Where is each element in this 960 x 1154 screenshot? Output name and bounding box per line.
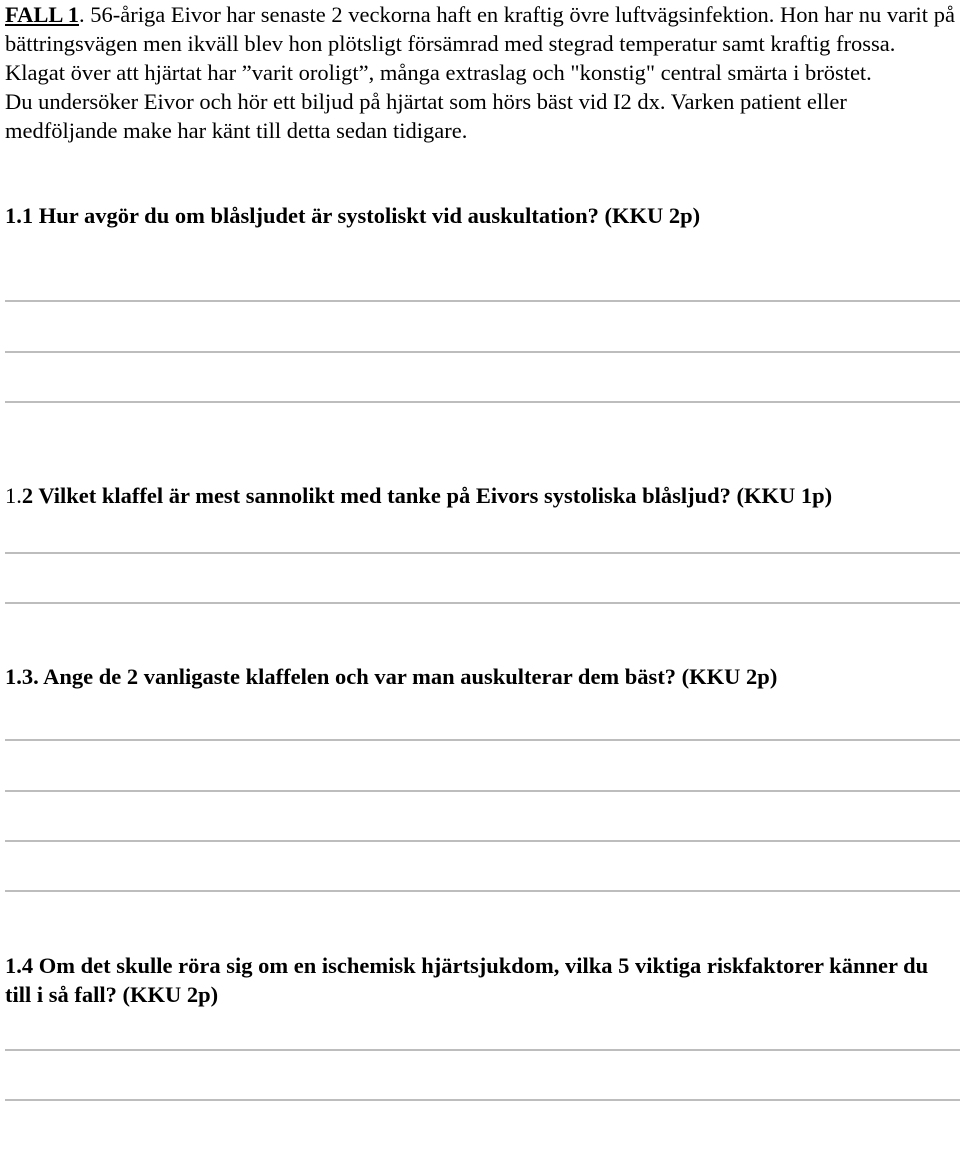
question-1-4 [5,951,957,1009]
answer-line[interactable] [5,840,960,842]
question-1-3 [5,662,957,691]
question-number-suffix: 2 [21,483,34,508]
answer-line[interactable] [5,401,960,403]
case-paragraph-1-text: 56-åriga Eivor har senaste 2 veckorna haft en kraftig övre luftvägsinfektion. Hon har nu varit på bättringsvägen men ikväll blev hon plötsligt försämrad med stegrad temperatur samt kraftig frossa. Klagat över att hjärtat har ”varit oroligt”, många extraslag och "konstig" central smärta i bröstet. [5,2,955,85]
question-number: 1.1 [5,203,34,228]
answer-line[interactable] [5,602,960,604]
question-text: Ange de 2 vanligaste klaffelen och var man auskulterar dem bäst? (KKU 2p) [38,664,778,689]
case-paragraph-2: Du undersöker Eivor och hör ett biljud på hjärtat som hörs bäst vid I2 dx. Varken patient eller medföljande make har känt till detta sedan tidigare. [5,89,847,143]
answer-line[interactable] [5,790,960,792]
question-number-prefix: 1. [5,483,22,508]
answer-line[interactable] [5,552,960,554]
question-number: 1.4 [5,953,34,978]
case-paragraph-1 [5,0,957,87]
question-number: 1.3. [5,664,39,689]
question-text: Om det skulle röra sig om en ischemisk hjärtsjukdom, vilka 5 viktiga riskfaktorer känner du till i så fall? (KKU 2p) [5,953,929,1007]
answer-line[interactable] [5,1049,960,1051]
question-1-1 [5,201,957,230]
answer-line[interactable] [5,739,960,741]
case-description [5,0,957,145]
answer-line[interactable] [5,890,960,892]
answer-line[interactable] [5,300,960,302]
question-text: Hur avgör du om blåsljudet är systoliskt vid auskultation? (KKU 2p) [33,203,701,228]
answer-line[interactable] [5,1099,960,1101]
case-title-suffix: . [78,2,91,27]
question-1-2 [5,481,957,510]
answer-line[interactable] [5,351,960,353]
case-title: FALL 1 [5,2,79,27]
question-text: Vilket klaffel är mest sannolikt med tanke på Eivors systoliska blåsljud? (KKU 1p) [33,483,833,508]
